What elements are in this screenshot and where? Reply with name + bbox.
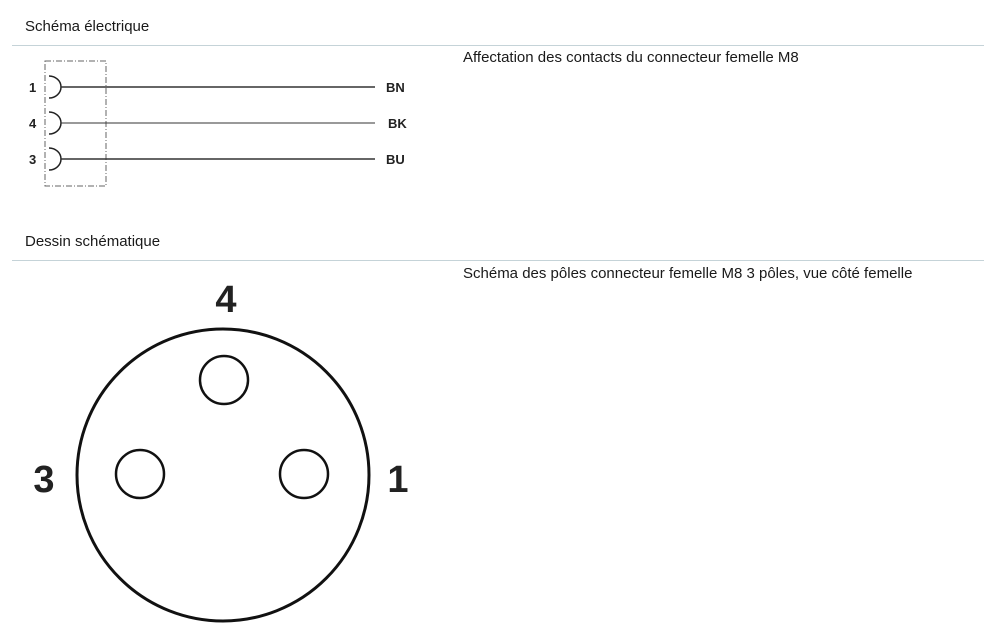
female-contact-icon [49,148,61,170]
pole-label-top: 4 [215,279,237,321]
wiring-diagram [29,61,407,186]
pole-label-right: 1 [387,459,409,501]
pin-socket-3 [116,450,164,498]
wire-color-label: BK [388,116,407,131]
pin-label: 1 [29,80,37,95]
section-title-wiring: Schéma électrique [25,18,150,35]
wire-color-label: BN [386,80,405,95]
connector-face-outline [77,329,369,621]
contact-row [29,112,407,134]
pin-socket-4 [200,356,248,404]
pin-socket-1 [280,450,328,498]
contact-row [29,148,405,170]
female-contact-icon [49,112,61,134]
contact-row [29,76,405,98]
pole-label-left: 3 [33,459,55,501]
pin-label: 4 [29,116,37,131]
pole-diagram [33,279,408,621]
pin-label: 3 [29,152,37,167]
pole-description: Schéma des pôles connecteur femelle M8 3 pôles, vue côté femelle [463,265,913,282]
female-contact-icon [49,76,61,98]
wire-color-label: BU [386,152,405,167]
wiring-description: Affectation des contacts du connecteur femelle M8 [463,49,799,66]
section-title-drawing: Dessin schématique [25,233,161,250]
